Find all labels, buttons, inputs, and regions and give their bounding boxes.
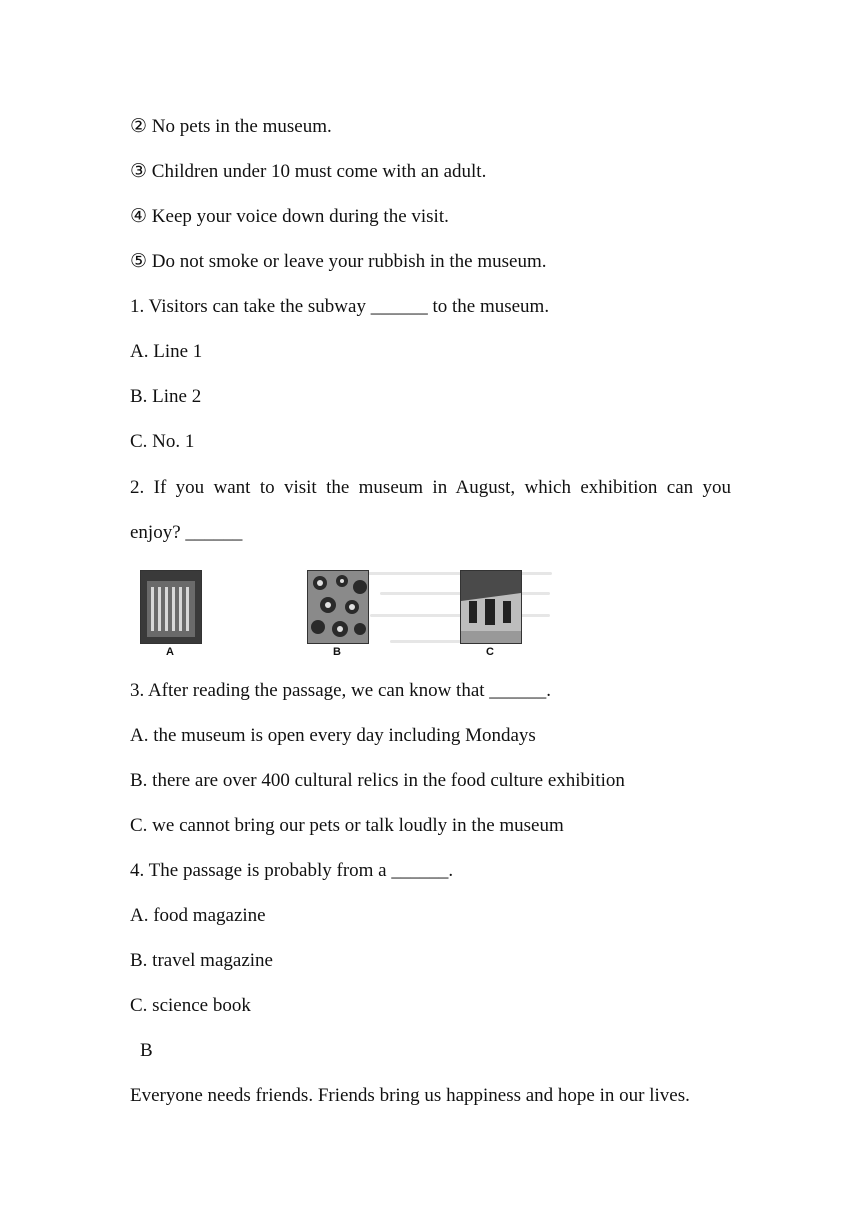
rule-5: ⑤ Do not smoke or leave your rubbish in the museum. (130, 251, 547, 272)
question-3-option-b: B. there are over 400 cultural relics in the food culture exhibition (130, 770, 625, 791)
question-1-stem: 1. Visitors can take the subway ______ to the museum. (130, 296, 550, 317)
question-3-option-c: C. we cannot bring our pets or talk loudly in the museum (130, 815, 564, 836)
question-2-stem-line2: enjoy? ______ (130, 522, 243, 543)
exhibition-image-c (460, 570, 522, 644)
question-3-stem: 3. After reading the passage, we can know that ______. (130, 680, 552, 701)
exhibition-image-b (307, 570, 369, 644)
rule-2: ② No pets in the museum. (130, 116, 332, 137)
question-1-option-b: B. Line 2 (130, 386, 202, 407)
image-label-b: B (333, 646, 341, 658)
question-4-stem: 4. The passage is probably from a ______. (130, 860, 454, 881)
question-1-option-a: A. Line 1 (130, 341, 203, 362)
exhibition-image-a (140, 570, 202, 644)
question-4-option-b: B. travel magazine (130, 950, 273, 971)
section-b-first-line: Everyone needs friends. Friends bring us happiness and hope in our lives. (130, 1085, 690, 1106)
question-1-option-c: C. No. 1 (130, 431, 195, 452)
section-b-label: B (140, 1040, 153, 1061)
rule-3: ③ Children under 10 must come with an adult. (130, 161, 487, 182)
question-2-stem-line1: 2. If you want to visit the museum in August, which exhibition can you (130, 477, 731, 498)
exhibition-image-options (130, 562, 560, 662)
rule-4: ④ Keep your voice down during the visit. (130, 206, 449, 227)
question-3-option-a: A. the museum is open every day including Mondays (130, 725, 536, 746)
question-4-option-c: C. science book (130, 995, 251, 1016)
question-4-option-a: A. food magazine (130, 905, 266, 926)
image-label-c: C (486, 646, 494, 658)
image-label-a: A (166, 646, 174, 658)
